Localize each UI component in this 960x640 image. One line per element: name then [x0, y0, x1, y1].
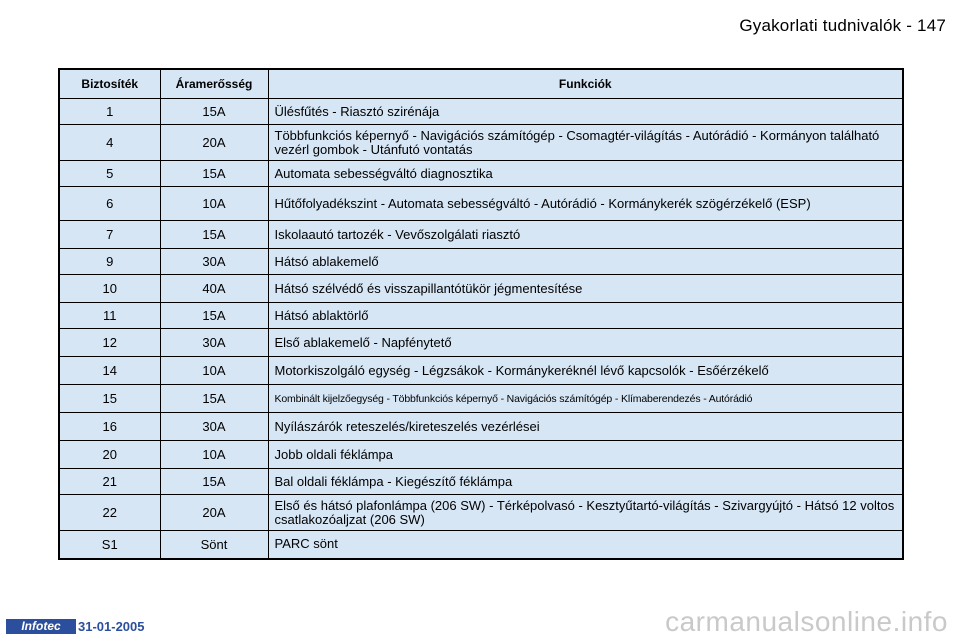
amperage-cell: 15A	[160, 161, 268, 187]
fuse-number-cell: 9	[59, 249, 160, 275]
amperage-cell: 20A	[160, 495, 268, 531]
fuse-number-cell: 1	[59, 99, 160, 125]
fuse-number-cell: 5	[59, 161, 160, 187]
column-header-amperage: Áramerősség	[160, 69, 268, 99]
fuse-number-cell: 21	[59, 469, 160, 495]
table-row	[59, 221, 903, 249]
fuse-number-cell: 12	[59, 329, 160, 357]
amperage-cell: 30A	[160, 413, 268, 441]
function-cell: Hátsó szélvédő és visszapillantótükör jégmentesítése	[268, 275, 903, 303]
amperage-cell: 10A	[160, 441, 268, 469]
footer-date: 31-01-2005	[78, 619, 145, 634]
fuse-table	[58, 68, 904, 560]
fuse-number-cell: 22	[59, 495, 160, 531]
function-cell: Motorkiszolgáló egység - Légzsákok - Kormánykeréknél lévő kapcsolók - Esőérzékelő	[268, 357, 903, 385]
fuse-number-cell: 14	[59, 357, 160, 385]
fuse-number-cell: 7	[59, 221, 160, 249]
fuse-number-cell: 10	[59, 275, 160, 303]
table-row	[59, 161, 903, 187]
table-row	[59, 469, 903, 495]
fuse-number-cell: 11	[59, 303, 160, 329]
column-header-functions: Funkciók	[268, 69, 903, 99]
fuse-number-cell: 15	[59, 385, 160, 413]
table-row	[59, 441, 903, 469]
function-cell: Hűtőfolyadékszint - Automata sebességváltó - Autórádió - Kormánykerék szögérzékelő (ESP)	[268, 187, 903, 221]
infotec-logo: Infotec	[6, 619, 76, 634]
amperage-cell: 40A	[160, 275, 268, 303]
function-cell: Hátsó ablakemelő	[268, 249, 903, 275]
amperage-cell: Sönt	[160, 531, 268, 559]
table-row	[59, 531, 903, 559]
table-row	[59, 275, 903, 303]
amperage-cell: 10A	[160, 357, 268, 385]
function-cell: Első és hátsó plafonlámpa (206 SW) - Térképolvasó - Kesztyűtartó-világítás - Szivargyújtó - Hátsó 12 voltos csatlakozóaljzat (206 SW)	[268, 495, 903, 531]
table-row	[59, 385, 903, 413]
table-row	[59, 125, 903, 161]
table-row	[59, 249, 903, 275]
amperage-cell: 15A	[160, 303, 268, 329]
function-cell: Többfunkciós képernyő - Navigációs számítógép - Csomagtér-világítás - Autórádió - Kormányon található vezérl gombok - Utánfutó vontatás	[268, 125, 903, 161]
amperage-cell: 15A	[160, 385, 268, 413]
amperage-cell: 15A	[160, 99, 268, 125]
amperage-cell: 30A	[160, 329, 268, 357]
fuse-number-cell: 20	[59, 441, 160, 469]
function-cell: Iskolaautó tartozék - Vevőszolgálati riasztó	[268, 221, 903, 249]
function-cell: Nyílászárók reteszelés/kireteszelés vezérlései	[268, 413, 903, 441]
watermark: carmanualsonline.info	[665, 606, 948, 637]
function-cell: Jobb oldali féklámpa	[268, 441, 903, 469]
table-header-row	[59, 69, 903, 99]
amperage-cell: 15A	[160, 221, 268, 249]
amperage-cell: 30A	[160, 249, 268, 275]
fuse-number-cell: S1	[59, 531, 160, 559]
function-cell: PARC sönt	[268, 531, 903, 559]
fuse-number-cell: 4	[59, 125, 160, 161]
table-row	[59, 99, 903, 125]
function-cell: Bal oldali féklámpa - Kiegészítő féklámpa	[268, 469, 903, 495]
function-cell: Hátsó ablaktörlő	[268, 303, 903, 329]
page-header-title: Gyakorlati tudnivalók - 147	[739, 16, 946, 35]
amperage-cell: 10A	[160, 187, 268, 221]
table-row	[59, 303, 903, 329]
table-row	[59, 413, 903, 441]
table-row	[59, 187, 903, 221]
function-cell: Automata sebességváltó diagnosztika	[268, 161, 903, 187]
fuse-number-cell: 6	[59, 187, 160, 221]
column-header-fuse: Biztosíték	[59, 69, 160, 99]
table-row	[59, 357, 903, 385]
function-cell: Kombinált kijelzőegység - Többfunkciós képernyő - Navigációs számítógép - Klímaberendezés - Autórádió	[268, 385, 903, 413]
fuse-number-cell: 16	[59, 413, 160, 441]
function-cell: Első ablakemelő - Napfénytető	[268, 329, 903, 357]
amperage-cell: 15A	[160, 469, 268, 495]
table-row	[59, 495, 903, 531]
amperage-cell: 20A	[160, 125, 268, 161]
function-cell: Ülésfűtés - Riasztó szirénája	[268, 99, 903, 125]
table-row	[59, 329, 903, 357]
